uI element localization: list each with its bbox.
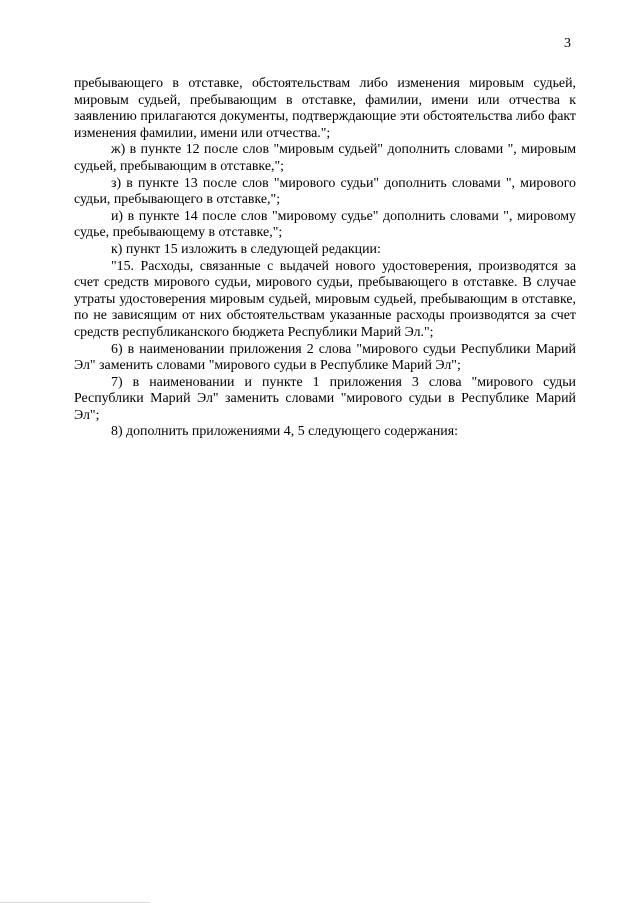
paragraph-point-15-text: "15. Расходы, связанные с выдачей нового удостоверения, производятся за счет средств мирового судьи, мирового судьи, пребывающего в отставке. В случае утраты удостоверения мировым судьей, мировым судьей, пребывающим в отставке, по не зависящим от них обстоятельствам указанные расходы производятся за счет средств республиканского бюджета Республики Марий Эл."; xyxy=(74,258,576,340)
paragraph-continuation: пребывающего в отставке, обстоятельствам либо изменения мировым судьей, мировым судьей, пребывающим в отставке, фамилии, имени или отчества к заявлению прилагаются документы, подтверждающие эти обстоятельства либо факт изменения фамилии, имени или отчества."; xyxy=(74,76,576,141)
paragraph-item-i: и) в пункте 14 после слов "мировому судье" дополнить словами ", мировому судье, пребывающему в отставке,"; xyxy=(74,208,576,241)
paragraph-item-6: 6) в наименовании приложения 2 слова "мирового судьи Республики Марий Эл" заменить словами "мирового судьи в Республике Марий Эл"; xyxy=(74,341,576,374)
paragraph-item-8: 8) дополнить приложениями 4, 5 следующего содержания: xyxy=(111,424,458,440)
paragraph-item-zh: ж) в пункте 12 после слов "мировым судьей" дополнить словами ", мировым судьей, пребывающим в отставке,"; xyxy=(74,142,576,174)
page-number: 3 xyxy=(564,36,571,51)
paragraph-item-k: к) пункт 15 изложить в следующей редакции: xyxy=(111,241,381,257)
document-body xyxy=(74,76,576,441)
paragraph-item-z: з) в пункте 13 после слов "мирового судьи" дополнить словами ", мирового судьи, пребывающего в отставке,"; xyxy=(74,175,576,208)
paragraph-item-7: 7) в наименовании и пункте 1 приложения 3 слова "мирового судьи Республики Марий Эл" заменить словами "мирового судьи в Республике Марий Эл"; xyxy=(74,374,576,423)
